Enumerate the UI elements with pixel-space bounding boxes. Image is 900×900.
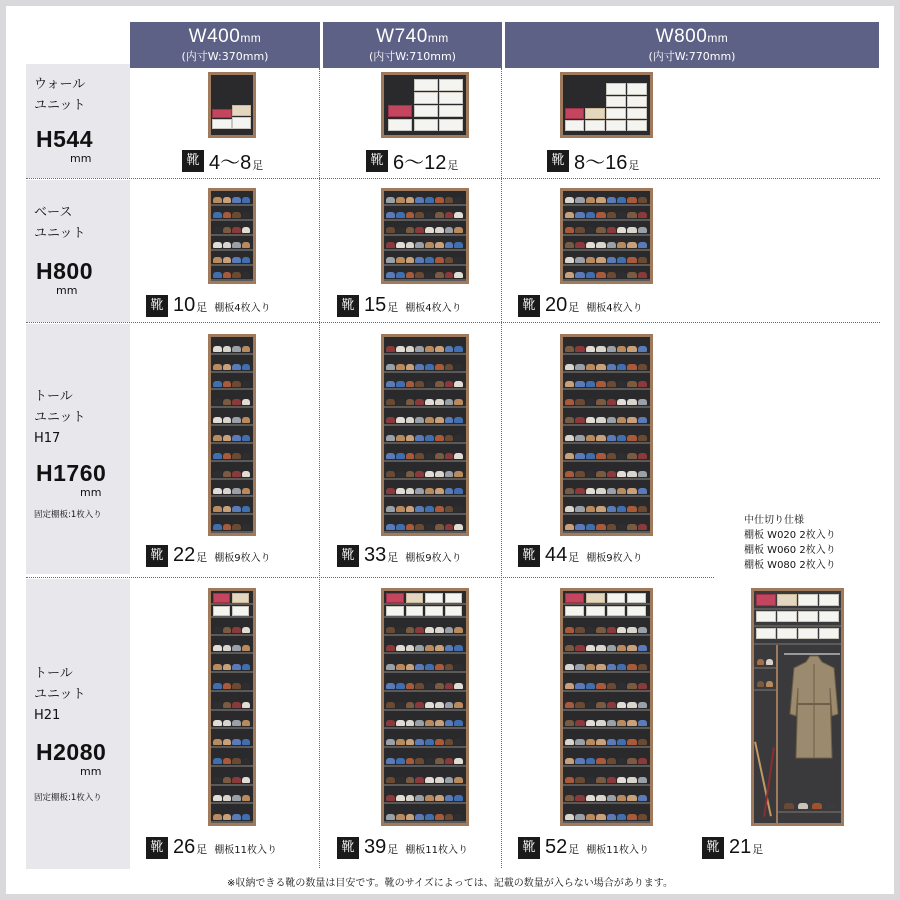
shoe-count: 8〜16	[574, 152, 628, 174]
row-divider	[26, 577, 714, 578]
shoe-count: 52	[545, 836, 568, 858]
shoe-icon: 靴	[366, 150, 388, 172]
tall-h21-w400-image	[208, 588, 256, 826]
shoe-count-unit: 足	[568, 551, 580, 564]
shoe-count-unit: 足	[387, 843, 399, 856]
partition-spec-note	[744, 513, 836, 573]
unit-name: トール ユニット H17	[34, 389, 86, 446]
column-inner-width: (内寸W:770mm)	[648, 50, 736, 63]
column-header-w740	[323, 22, 502, 68]
shoe-icon: 靴	[702, 837, 724, 859]
capacity-footnote: ※収納できる靴の数量は目安です。靴のサイズによっては、記載の数量が入らない場合があります。	[227, 878, 673, 889]
capacity-wall-w740	[366, 146, 458, 175]
tall-h17-w400-image	[208, 334, 256, 536]
capacity-tall-h21-w400	[146, 836, 277, 859]
shelf-count: 棚板4枚入り	[405, 303, 462, 314]
shelf-count: 棚板9枚入り	[214, 553, 271, 564]
shoe-count-unit: 足	[196, 301, 208, 314]
column-width-unit: mm	[240, 31, 262, 45]
shoe-count-unit: 足	[752, 843, 764, 856]
shoe-icon: 靴	[337, 545, 359, 567]
column-width: W740	[376, 26, 428, 47]
trench-coat-icon	[788, 654, 840, 764]
base-unit-w400-image	[208, 188, 256, 284]
shoe-icon: 靴	[146, 295, 168, 317]
wall-unit-w400-image	[208, 72, 256, 138]
shoe-count: 44	[545, 544, 568, 566]
shelf-count: 棚板9枚入り	[586, 553, 643, 564]
shelf-count: 棚板11枚入り	[586, 845, 649, 856]
shelf-count: 棚板4枚入り	[214, 303, 271, 314]
shelf-count: 棚板11枚入り	[214, 845, 277, 856]
column-header-w800	[505, 22, 879, 68]
base-unit-w740-image	[381, 188, 469, 284]
unit-height-mm: mm	[80, 765, 102, 778]
capacity-tall-h17-w740	[337, 544, 462, 567]
base-unit-w800-image	[560, 188, 653, 284]
unit-height-mm: mm	[70, 152, 92, 165]
unit-name: ベース ユニット	[34, 205, 86, 241]
shoe-count: 10	[173, 294, 196, 316]
tall-h17-w800-image	[560, 334, 653, 536]
capacity-tall-h21-w800	[518, 836, 649, 859]
shelf-count: 棚板4枚入り	[586, 303, 643, 314]
partition-spec-line: 棚板 W080 2枚入り	[744, 560, 836, 571]
shoe-count: 15	[364, 294, 387, 316]
shoe-count: 4〜8	[209, 152, 252, 174]
shoe-count-unit: 足	[447, 159, 459, 172]
column-divider	[319, 68, 320, 868]
shoe-icon: 靴	[518, 837, 540, 859]
capacity-base-w740	[337, 294, 462, 317]
tall-h21-w800-image	[560, 588, 653, 826]
capacity-wall-w800	[547, 146, 639, 175]
shoe-count-unit: 足	[196, 843, 208, 856]
column-width: W400	[188, 26, 241, 47]
capacity-wall-w400	[182, 146, 263, 175]
partition-spec-line: 棚板 W020 2枚入り	[744, 530, 836, 541]
capacity-tall-h17-w800	[518, 544, 643, 567]
row-divider	[26, 322, 880, 323]
row-label-base-unit	[26, 180, 130, 322]
partition-spec-title: 中仕切り仕様	[744, 515, 804, 526]
unit-height: H800	[36, 258, 93, 284]
shoe-icon: 靴	[182, 150, 204, 172]
tall-h21-w740-image	[381, 588, 469, 826]
wall-unit-w740-image	[381, 72, 469, 138]
shelf-count: 棚板9枚入り	[405, 553, 462, 564]
row-divider	[26, 178, 880, 179]
shoe-icon: 靴	[518, 545, 540, 567]
shoe-count: 26	[173, 836, 196, 858]
tall-h17-w740-image	[381, 334, 469, 536]
column-inner-width: (内寸W:710mm)	[369, 50, 456, 63]
shoe-count-unit: 足	[387, 551, 399, 564]
wall-unit-w800-image	[560, 72, 653, 138]
capacity-tall-h17-w400	[146, 544, 271, 567]
fixed-shelf-note: 固定棚板:1枚入り	[34, 510, 102, 520]
shoe-count: 39	[364, 836, 387, 858]
partition-spec-line: 棚板 W060 2枚入り	[744, 545, 836, 556]
shoe-count-unit: 足	[387, 301, 399, 314]
capacity-base-w800	[518, 294, 643, 317]
unit-height: H544	[36, 126, 93, 152]
shoe-icon: 靴	[547, 150, 569, 172]
unit-height-mm: mm	[80, 486, 102, 499]
shelf-count: 棚板11枚入り	[405, 845, 468, 856]
column-width: W800	[655, 26, 708, 47]
row-label-tall-unit-h17	[26, 324, 130, 574]
unit-height: H1760	[36, 460, 107, 486]
shoe-count: 33	[364, 544, 387, 566]
capacity-base-w400	[146, 294, 271, 317]
unit-height: H2080	[36, 739, 107, 765]
capacity-tall-h21-w740	[337, 836, 468, 859]
shoe-count-unit: 足	[568, 843, 580, 856]
fixed-shelf-note: 固定棚板:1枚入り	[34, 793, 102, 803]
row-label-wall-unit	[26, 64, 130, 178]
shoe-icon: 靴	[518, 295, 540, 317]
shoe-count: 22	[173, 544, 196, 566]
shoe-icon: 靴	[337, 837, 359, 859]
column-width-unit: mm	[707, 31, 729, 45]
shoe-count-unit: 足	[568, 301, 580, 314]
shoe-count-unit: 足	[196, 551, 208, 564]
shoe-count-unit: 足	[252, 159, 264, 172]
tall-h21-partition-image	[751, 588, 844, 826]
shoe-count: 6〜12	[393, 152, 447, 174]
unit-name: ウォール ユニット	[34, 77, 86, 113]
capacity-tall-h21-partition	[702, 836, 763, 859]
column-width-unit: mm	[427, 31, 449, 45]
shoe-count: 21	[729, 836, 752, 858]
shoe-icon: 靴	[337, 295, 359, 317]
column-header-w400	[130, 22, 320, 68]
column-inner-width: (内寸W:370mm)	[181, 50, 269, 63]
shoe-count-unit: 足	[628, 159, 640, 172]
shoe-count: 20	[545, 294, 568, 316]
shoe-icon: 靴	[146, 837, 168, 859]
unit-name: トール ユニット H21	[34, 666, 86, 723]
row-label-tall-unit-h21	[26, 579, 130, 869]
shoe-icon: 靴	[146, 545, 168, 567]
unit-height-mm: mm	[56, 284, 78, 297]
column-divider	[501, 68, 502, 868]
shoe-cabinet-capacity-sheet	[6, 6, 894, 894]
